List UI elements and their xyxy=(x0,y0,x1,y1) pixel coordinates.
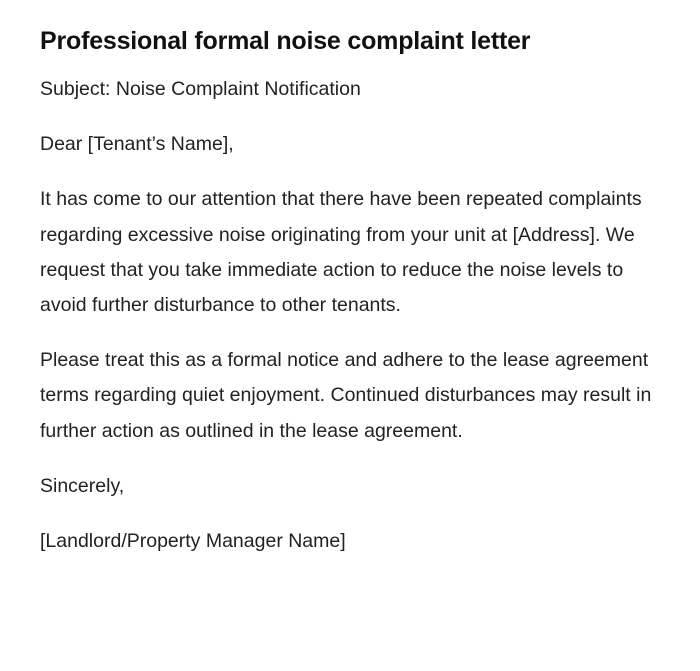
letter-closing: Sincerely, xyxy=(40,474,125,497)
letter-title: Professional formal noise complaint letter xyxy=(40,27,531,55)
letter-salutation: Dear [Tenant’s Name], xyxy=(40,133,234,156)
letter-signature: [Landlord/Property Manager Name] xyxy=(40,530,346,553)
letter-paragraph-1: It has come to our attention that there have been repeated complaints regarding excessive noise originating from your unit at [Address]. We request that you take immediate action to reduce the noise levels to avoid further disturbance to other tenants. xyxy=(40,188,642,317)
letter-subject: Subject: Noise Complaint Notification xyxy=(40,78,361,100)
letter-paragraph-2: Please treat this as a formal notice and adhere to the lease agreement terms regarding quiet enjoyment. Continued disturbances may result in further action as outlined in the lease agreement. xyxy=(40,349,652,442)
